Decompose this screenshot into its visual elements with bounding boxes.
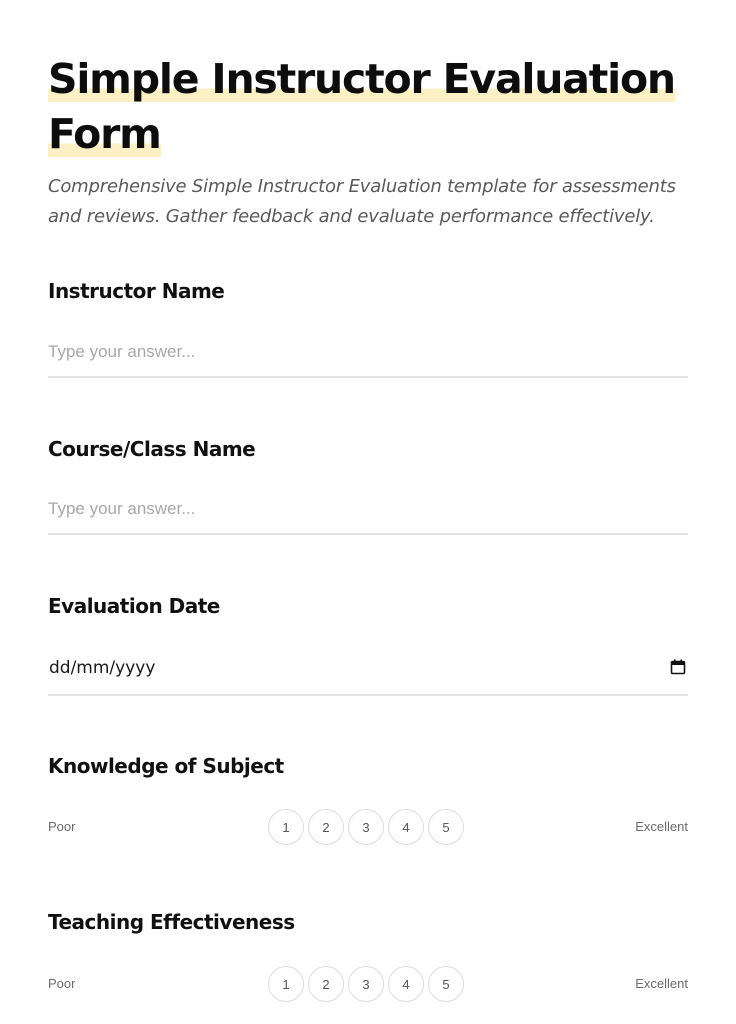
- rating-option-1[interactable]: 1: [268, 809, 304, 845]
- rating-options: [268, 809, 464, 845]
- rating-low-label: Poor: [48, 976, 76, 991]
- calendar-icon[interactable]: [670, 659, 686, 675]
- rating-option-1[interactable]: 1: [268, 966, 304, 1002]
- question-knowledge-of-subject: [48, 753, 688, 845]
- rating-option-3[interactable]: 3: [348, 966, 384, 1002]
- form-header: [48, 52, 688, 232]
- rating-high-label: Excellent: [635, 819, 688, 834]
- question-instructor-name: [48, 278, 688, 378]
- instructor-name-input[interactable]: [48, 342, 688, 378]
- rating-option-3[interactable]: 3: [348, 809, 384, 845]
- date-placeholder: dd/mm/yyyy: [49, 658, 156, 678]
- rating-option-4[interactable]: 4: [388, 809, 424, 845]
- question-label: Evaluation Date: [48, 594, 220, 618]
- question-evaluation-date: [48, 593, 688, 696]
- question-label: Teaching Effectiveness: [48, 910, 295, 934]
- course-name-input[interactable]: [48, 499, 688, 535]
- rating-option-2[interactable]: 2: [308, 809, 344, 845]
- rating-high-label: Excellent: [635, 976, 688, 991]
- rating-options: [268, 966, 464, 1002]
- question-course-name: [48, 436, 688, 535]
- rating-option-2[interactable]: 2: [308, 966, 344, 1002]
- question-teaching-effectiveness: [48, 909, 688, 1002]
- rating-scale: [48, 966, 688, 1002]
- rating-low-label: Poor: [48, 819, 76, 834]
- evaluation-date-input[interactable]: [48, 656, 688, 696]
- rating-option-4[interactable]: 4: [388, 966, 424, 1002]
- rating-scale: [48, 809, 688, 845]
- question-label: Instructor Name: [48, 279, 225, 303]
- rating-option-5[interactable]: 5: [428, 966, 464, 1002]
- form-title: [48, 52, 688, 162]
- form-title-text: Simple Instructor Evaluation Form: [48, 55, 675, 158]
- question-label: Course/Class Name: [48, 437, 256, 461]
- question-label: Knowledge of Subject: [48, 754, 284, 778]
- form-description: Comprehensive Simple Instructor Evaluation template for assessments and reviews. Gather feedback and evaluate performance effectively.: [48, 176, 676, 227]
- rating-option-5[interactable]: 5: [428, 809, 464, 845]
